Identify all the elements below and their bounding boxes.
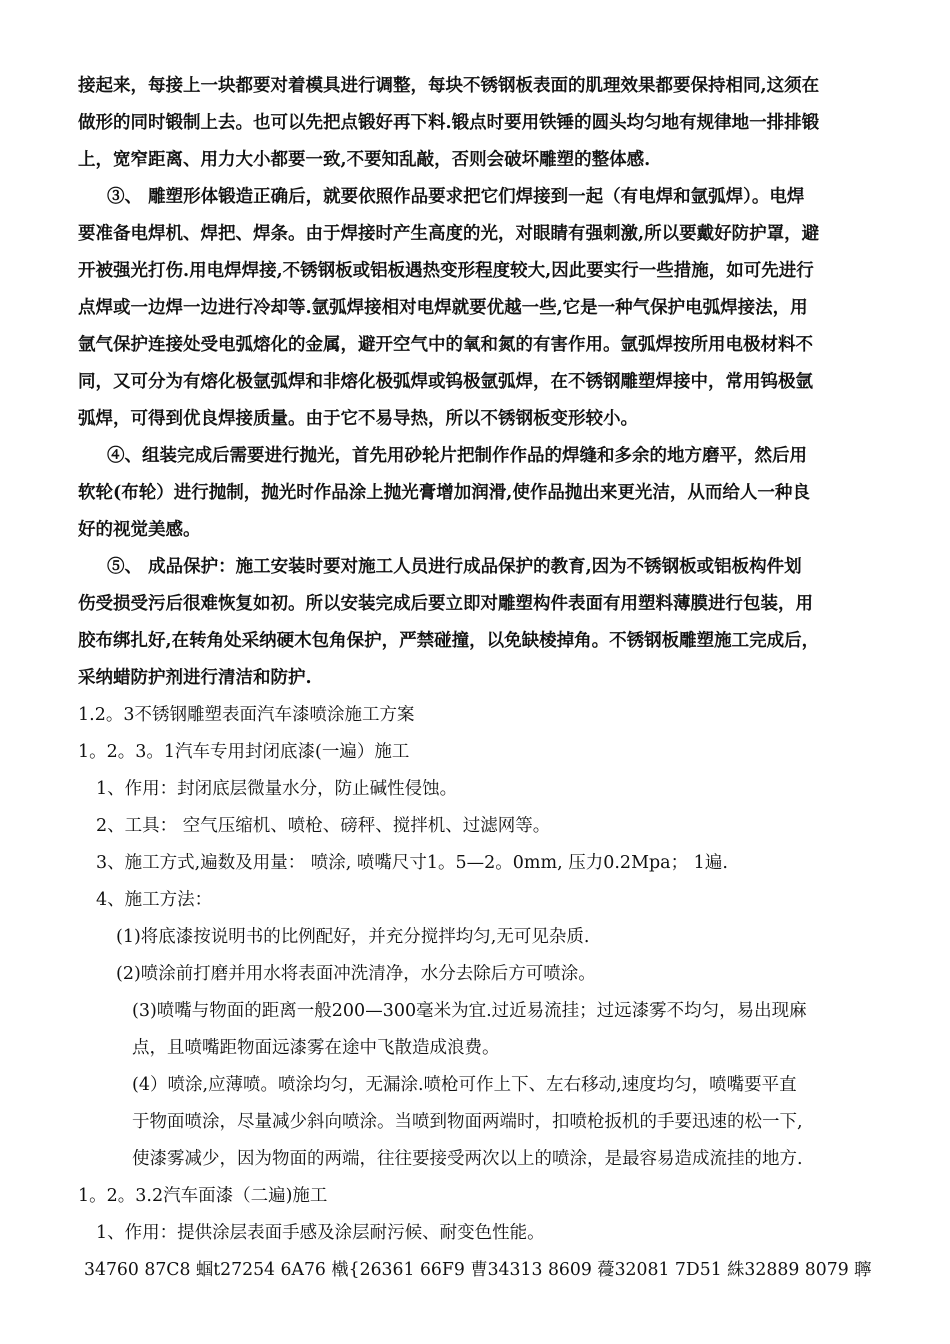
paragraph-line: ③、 雕塑形体锻造正确后，就要依照作品要求把它们焊接到一起（有电焊和氩弧焊）。电焊 <box>107 187 805 207</box>
list-item: 2、工具： 空气压缩机、喷枪、磅秤、搅拌机、过滤网等。 <box>96 816 551 836</box>
paragraph-line: 软轮(布轮）进行抛制，抛光时作品涂上抛光膏增加润滑,使作品抛出来更光洁，从而给人一种良 <box>78 483 810 503</box>
list-item: 1、作用：提供涂层表面手感及涂层耐污候、耐变色性能。 <box>96 1223 545 1243</box>
paragraph-line: 点焊或一边焊一边进行冷却等.氩弧焊接相对电焊就要优越一些,它是一种气保护电弧焊接法，用 <box>78 298 808 318</box>
paragraph-line: 上，宽窄距离、用力大小都要一致,不要知乱敲，否则会破坏雕塑的整体感. <box>78 150 651 170</box>
list-item: 4、施工方法： <box>96 890 213 910</box>
sub-list-item: 使漆雾减少，因为物面的两端，往往要接受两次以上的喷涂，是最容易造成流挂的地方. <box>132 1149 803 1169</box>
section-heading: 1.2。3不锈钢雕塑表面汽车漆喷涂施工方案 <box>78 705 415 725</box>
paragraph-line: 伤受损受污后很难恢复如初。所以安装完成后要立即对雕塑构件表面有用塑料薄膜进行包装，用 <box>78 594 813 614</box>
list-item: 3、施工方式,遍数及用量： 喷涂, 喷嘴尺寸1。5—2。0mm, 压力0.2Mpa； 1遍. <box>96 853 728 873</box>
paragraph-line: 做形的同时锻制上去。也可以先把点锻好再下料.锻点时要用铁锤的圆头均匀地有规律地一排排锻 <box>78 113 820 133</box>
paragraph-line: 要准备电焊机、焊把、焊条。由于焊接时产生高度的光，对眼睛有强刺激,所以要戴好防护罩，避 <box>78 224 820 244</box>
sub-list-item: (2)喷涂前打磨并用水将表面冲洗清净，水分去除后方可喷涂。 <box>116 964 596 984</box>
sub-list-item: (4）喷涂,应薄喷。喷涂均匀，无漏涂.喷枪可作上下、左右移动,速度均匀，喷嘴要平直 <box>132 1075 797 1095</box>
garbled-code-line: 34760 87C8 蝈t27254 6A76 橶{26361 66F9 曹34313 8609 蘉32081 7D51 絑32889 8079 聹 <box>84 1260 872 1280</box>
list-item: 1、作用：封闭底层微量水分，防止碱性侵蚀。 <box>96 779 458 799</box>
paragraph-line: ④、组装完成后需要进行抛光，首先用砂轮片把制作作品的焊缝和多余的地方磨平，然后用 <box>107 446 807 466</box>
sub-list-item: (3)喷嘴与物面的距离一般200—300毫米为宜.过近易流挂；过远漆雾不均匀，易出现麻 <box>132 1001 807 1021</box>
paragraph-line: 采纳蜡防护剂进行清洁和防护. <box>78 668 312 688</box>
subsection-heading: 1。2。3。1汽车专用封闭底漆(一遍）施工 <box>78 742 410 762</box>
paragraph-line: 同，又可分为有熔化极氩弧焊和非熔化极弧焊或钨极氩弧焊，在不锈钢雕塑焊接中，常用钨极氩 <box>78 372 813 392</box>
sub-list-item: (1)将底漆按说明书的比例配好，并充分搅拌均匀,无可见杂质. <box>116 927 590 947</box>
paragraph-line: 好的视觉美感。 <box>78 520 201 540</box>
paragraph-line: 开被强光打伤.用电焊焊接,不锈钢板或铝板遇热变形程度较大,因此要实行一些措施，如可先进行 <box>78 261 814 281</box>
paragraph-line: 胶布绑扎好,在转角处采纳硬木包角保护，严禁碰撞，以免缺棱掉角。不锈钢板雕塑施工完成后， <box>78 631 820 651</box>
sub-list-item: 点，且喷嘴距物面远漆雾在途中飞散造成浪费。 <box>132 1038 500 1058</box>
sub-list-item: 于物面喷涂，尽量减少斜向喷涂。当喷到物面两端时，扣喷枪扳机的手要迅速的松一下, <box>132 1112 803 1132</box>
subsection-heading: 1。2。3.2汽车面漆（二遍)施工 <box>78 1186 328 1206</box>
paragraph-line: 弧焊，可得到优良焊接质量。由于它不易导热，所以不锈钢板变形较小。 <box>78 409 638 429</box>
paragraph-line: 氩气保护连接处受电弧熔化的金属，避开空气中的氧和氮的有害作用。氩弧焊按所用电极材料不 <box>78 335 813 355</box>
paragraph-line: 接起来，每接上一块都要对着模具进行调整，每块不锈钢板表面的肌理效果都要保持相同,这须在 <box>78 76 820 96</box>
paragraph-line: ⑤、 成品保护：施工安装时要对施工人员进行成品保护的教育,因为不锈钢板或铝板构件划 <box>107 557 802 577</box>
